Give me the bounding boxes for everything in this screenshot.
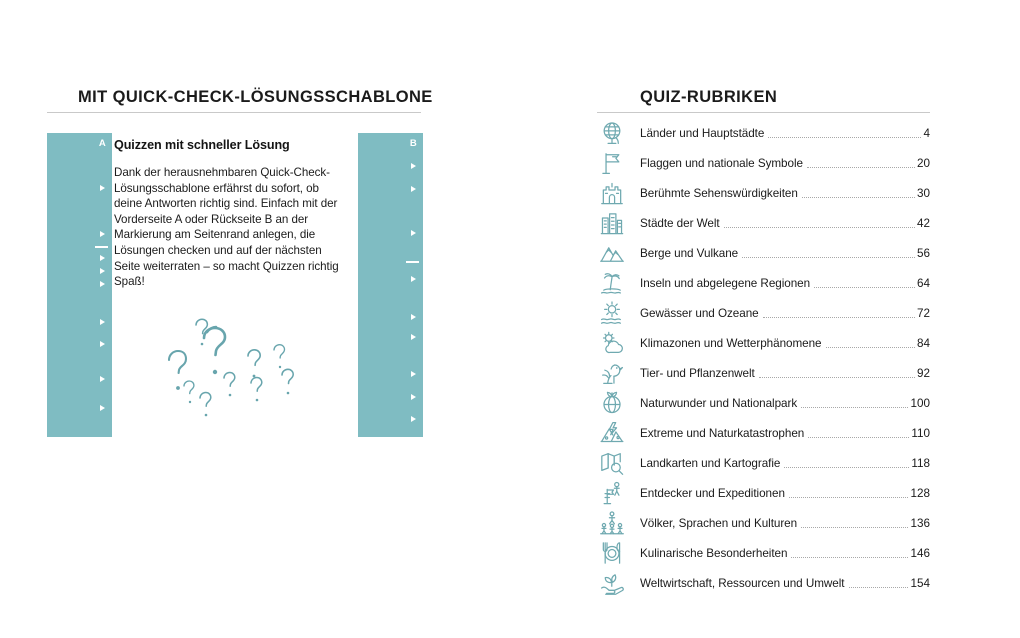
toc-dot-leader bbox=[742, 249, 915, 258]
toc-dot-leader bbox=[759, 369, 915, 378]
toc-row[interactable] bbox=[597, 268, 930, 298]
toc-dot-leader bbox=[849, 579, 909, 588]
toc-label: Entdecker und Expeditionen bbox=[640, 486, 785, 500]
marker-triangle bbox=[411, 314, 416, 320]
marker-dash bbox=[406, 261, 419, 263]
marker-triangle bbox=[411, 186, 416, 192]
marker-triangle bbox=[100, 405, 105, 411]
toc-label: Tier- und Pflanzenwelt bbox=[640, 366, 755, 380]
marker-triangle bbox=[100, 268, 105, 274]
toc-row[interactable] bbox=[597, 508, 930, 538]
bird-plant-icon bbox=[597, 358, 627, 388]
marker-triangle bbox=[411, 230, 416, 236]
right-page bbox=[510, 0, 1020, 638]
palm-island-icon bbox=[597, 268, 627, 298]
toc-label: Landkarten und Kartografie bbox=[640, 456, 781, 470]
toc-row[interactable] bbox=[597, 238, 930, 268]
toc-dot-leader bbox=[768, 129, 921, 138]
toc-page-number: 84 bbox=[916, 336, 930, 350]
sun-cloud-icon bbox=[597, 328, 627, 358]
toc-row[interactable] bbox=[597, 178, 930, 208]
toc-row[interactable] bbox=[597, 568, 930, 598]
toc-label: Völker, Sprachen und Kulturen bbox=[640, 516, 798, 530]
blurb bbox=[114, 138, 346, 290]
marker-triangle bbox=[100, 341, 105, 347]
toc-page-number: 128 bbox=[910, 486, 930, 500]
toc-label: Städte der Welt bbox=[640, 216, 720, 230]
toc-page-number: 20 bbox=[916, 156, 930, 170]
globe-stand-icon bbox=[597, 118, 627, 148]
lightning-disaster-icon bbox=[597, 418, 627, 448]
blurb-title: Quizzen mit schneller Lösung bbox=[114, 138, 290, 152]
toc-dot-leader bbox=[808, 429, 909, 438]
marker-triangle bbox=[411, 276, 416, 282]
explorer-flag-icon bbox=[597, 478, 627, 508]
right-page-title: QUIZ-RUBRIKEN bbox=[640, 88, 778, 106]
toc-label: Kulinarische Besonderheiten bbox=[640, 546, 788, 560]
toc-label: Klimazonen und Wetterphänomene bbox=[640, 336, 822, 350]
plate-cutlery-icon bbox=[597, 538, 627, 568]
toc-page-number: 72 bbox=[916, 306, 930, 320]
toc-row[interactable] bbox=[597, 328, 930, 358]
marker-triangle bbox=[100, 319, 105, 325]
left-title-divider bbox=[47, 112, 421, 113]
toc-label: Berühmte Sehenswürdigkeiten bbox=[640, 186, 798, 200]
toc-label: Gewässer und Ozeane bbox=[640, 306, 759, 320]
globe-leaves-icon bbox=[597, 388, 627, 418]
sun-waves-icon bbox=[597, 298, 627, 328]
marker-column-a bbox=[47, 133, 112, 437]
toc-dot-leader bbox=[801, 399, 908, 408]
toc-dot-leader bbox=[807, 159, 915, 168]
toc-label: Länder und Hauptstädte bbox=[640, 126, 765, 140]
marker-triangle bbox=[100, 376, 105, 382]
toc-label: Extreme und Naturkatastrophen bbox=[640, 426, 805, 440]
toc-page-number: 42 bbox=[916, 216, 930, 230]
people-culture-icon bbox=[597, 508, 627, 538]
toc-label: Inseln und abgelegene Regionen bbox=[640, 276, 811, 290]
question-marks-illustration bbox=[152, 316, 312, 426]
toc-dot-leader bbox=[789, 489, 909, 498]
toc-page-number: 64 bbox=[916, 276, 930, 290]
toc-dot-leader bbox=[826, 339, 915, 348]
toc-label: Flaggen und nationale Symbole bbox=[640, 156, 803, 170]
marker-dash bbox=[95, 246, 108, 248]
toc-page-number: 4 bbox=[923, 126, 930, 140]
toc-page-number: 30 bbox=[916, 186, 930, 200]
marker-triangle bbox=[411, 334, 416, 340]
toc-row[interactable] bbox=[597, 118, 930, 148]
toc-page-number: 110 bbox=[911, 426, 930, 440]
toc-row[interactable] bbox=[597, 418, 930, 448]
toc-row[interactable] bbox=[597, 448, 930, 478]
toc-row[interactable] bbox=[597, 478, 930, 508]
left-page-title: MIT QUICK-CHECK-LÖSUNGSSCHABLONE bbox=[78, 88, 433, 106]
toc-page-number: 56 bbox=[916, 246, 930, 260]
flag-icon bbox=[597, 148, 627, 178]
column-a-letter: A bbox=[98, 138, 106, 149]
toc-page-number: 118 bbox=[911, 456, 930, 470]
toc-label: Berge und Vulkane bbox=[640, 246, 739, 260]
toc-row[interactable] bbox=[597, 358, 930, 388]
mountains-icon bbox=[597, 238, 627, 268]
marker-triangle bbox=[100, 185, 105, 191]
marker-triangle bbox=[411, 394, 416, 400]
toc-dot-leader bbox=[802, 189, 915, 198]
city-buildings-icon bbox=[597, 208, 627, 238]
toc-label: Naturwunder und Nationalpark bbox=[640, 396, 798, 410]
map-magnifier-icon bbox=[597, 448, 627, 478]
toc-page-number: 92 bbox=[916, 366, 930, 380]
toc-dot-leader bbox=[814, 279, 915, 288]
blurb-body: Dank der herausnehmbaren Quick-Check-Lösungsschablone erfährst du sofort, ob deine Antworten richtig sind. Einfach mit der Vorderseite A oder Rückseite B an der Markierung am Seitenrand anlegen, die Lösungen checken und auf der nächsten Seite weiterraten – so macht Quizzen richtig Spaß! bbox=[114, 166, 339, 289]
toc-label: Weltwirtschaft, Ressourcen und Umwelt bbox=[640, 576, 845, 590]
toc-page-number: 154 bbox=[910, 576, 930, 590]
toc-row[interactable] bbox=[597, 298, 930, 328]
toc-dot-leader bbox=[791, 549, 908, 558]
toc-row[interactable] bbox=[597, 148, 930, 178]
marker-triangle bbox=[100, 255, 105, 261]
marker-triangle bbox=[411, 371, 416, 377]
hand-leaves-icon bbox=[597, 568, 627, 598]
toc-dot-leader bbox=[724, 219, 915, 228]
quiz-categories-list bbox=[597, 118, 930, 598]
marker-triangle bbox=[411, 163, 416, 169]
toc-row[interactable] bbox=[597, 388, 930, 418]
toc-dot-leader bbox=[763, 309, 915, 318]
toc-page-number: 136 bbox=[910, 516, 930, 530]
marker-column-b bbox=[358, 133, 423, 437]
marker-triangle bbox=[411, 416, 416, 422]
column-b-letter: B bbox=[409, 138, 417, 149]
toc-page-number: 146 bbox=[910, 546, 930, 560]
right-title-divider bbox=[597, 112, 930, 113]
toc-row[interactable] bbox=[597, 208, 930, 238]
toc-dot-leader bbox=[784, 459, 909, 468]
marker-triangle bbox=[100, 281, 105, 287]
marker-triangle bbox=[100, 231, 105, 237]
castle-monument-icon bbox=[597, 178, 627, 208]
toc-page-number: 100 bbox=[910, 396, 930, 410]
toc-dot-leader bbox=[801, 519, 908, 528]
toc-row[interactable] bbox=[597, 538, 930, 568]
